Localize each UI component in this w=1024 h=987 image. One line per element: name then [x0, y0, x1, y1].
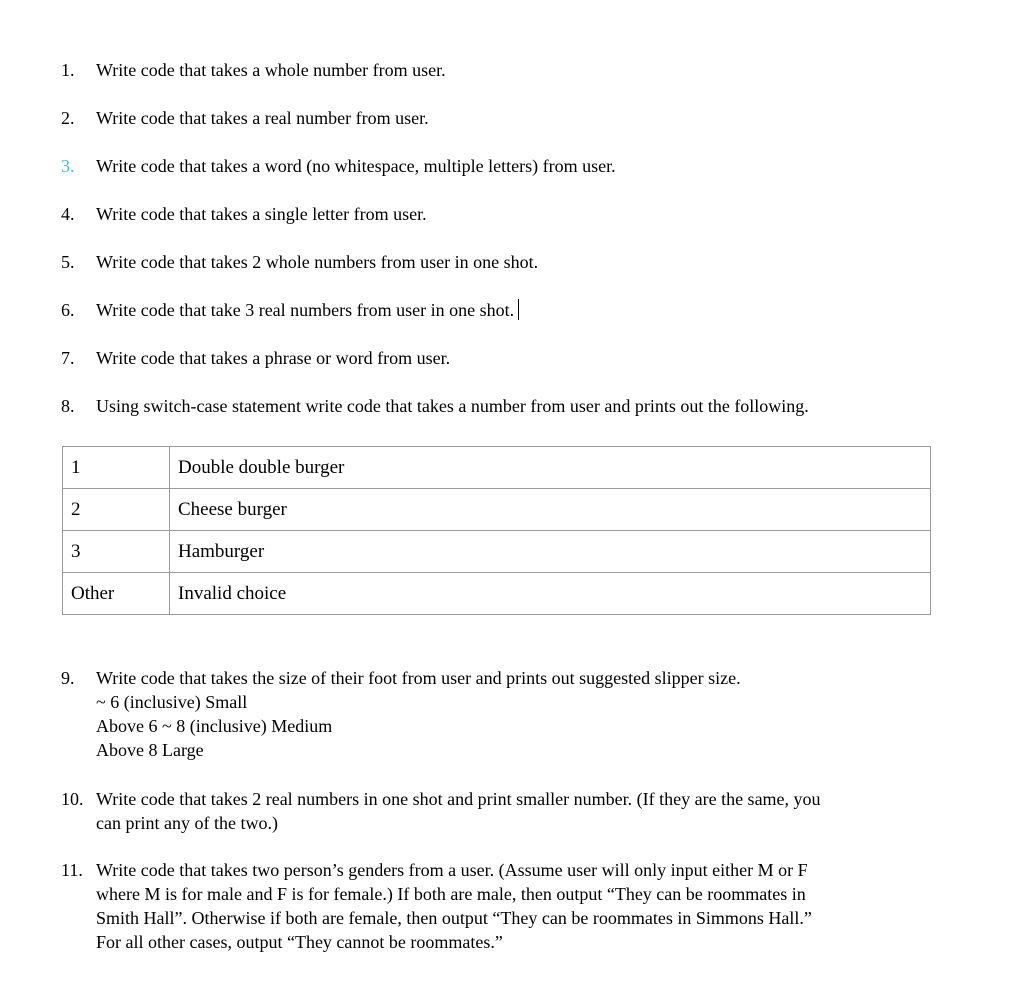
question-5 [61, 250, 941, 274]
question-text: Using switch-case statement write code that takes a number from user and prints out the following. [96, 396, 809, 416]
question-2 [61, 106, 941, 130]
question-text: can print any of the two.) [96, 813, 278, 833]
table-row [63, 489, 931, 531]
question-number: 1. [61, 60, 75, 80]
table-row [63, 531, 931, 573]
question-number: 11. [61, 860, 83, 880]
question-text: Above 6 ~ 8 (inclusive) Medium [96, 716, 333, 736]
question-number: 4. [61, 204, 75, 224]
question-text: For all other cases, output “They cannot be roommates.” [96, 932, 503, 952]
question-number: 5. [61, 252, 75, 272]
table-cell-value: Hamburger [170, 531, 931, 573]
question-9 [61, 666, 941, 762]
question-4 [61, 202, 941, 226]
question-text: where M is for male and F is for female.) If both are male, then output “They can be roommates in [96, 884, 806, 904]
question-10 [61, 787, 941, 835]
table-cell-key: Other [63, 573, 170, 615]
question-text: Write code that take 3 real numbers from user in one shot. [96, 300, 515, 320]
question-number: 6. [61, 300, 75, 320]
question-text: Above 8 Large [96, 740, 204, 760]
table-cell-key: 1 [63, 447, 170, 489]
menu-table [62, 446, 931, 615]
question-7 [61, 346, 941, 370]
question-text: Write code that takes 2 whole numbers from user in one shot. [96, 252, 539, 272]
question-6 [61, 298, 941, 322]
question-text: Write code that takes a phrase or word from user. [96, 348, 451, 368]
question-number: 2. [61, 108, 75, 128]
question-8 [61, 394, 941, 418]
table-cell-value: Invalid choice [170, 573, 931, 615]
question-text: Smith Hall”. Otherwise if both are female, then output “They can be roommates in Simmons Hall.” [96, 908, 812, 928]
table-cell-key: 3 [63, 531, 170, 573]
question-text: Write code that takes the size of their foot from user and prints out suggested slipper size. [96, 668, 741, 688]
question-number: 3. [61, 156, 75, 176]
question-number: 10. [61, 789, 84, 809]
question-text: Write code that takes 2 real numbers in one shot and print smaller number. (If they are the same, you [96, 789, 821, 809]
table-cell-key: 2 [63, 489, 170, 531]
table-row [63, 573, 931, 615]
question-text: Write code that takes a word (no whitespace, multiple letters) from user. [96, 156, 616, 176]
question-text: Write code that takes a single letter from user. [96, 204, 427, 224]
question-text: Write code that takes a whole number from user. [96, 60, 446, 80]
question-number: 7. [61, 348, 75, 368]
question-number: 8. [61, 396, 75, 416]
question-text-editable[interactable] [96, 298, 941, 322]
question-text: ~ 6 (inclusive) Small [96, 692, 248, 712]
question-number: 9. [61, 668, 75, 688]
question-3 [61, 154, 941, 178]
question-text: Write code that takes a real number from user. [96, 108, 429, 128]
question-text: Write code that takes two person’s genders from a user. (Assume user will only input either M or F [96, 860, 808, 880]
table-cell-value: Cheese burger [170, 489, 931, 531]
table-row [63, 447, 931, 489]
question-1 [61, 58, 941, 82]
table-cell-value: Double double burger [170, 447, 931, 489]
text-cursor [518, 299, 519, 320]
question-11 [61, 858, 941, 954]
